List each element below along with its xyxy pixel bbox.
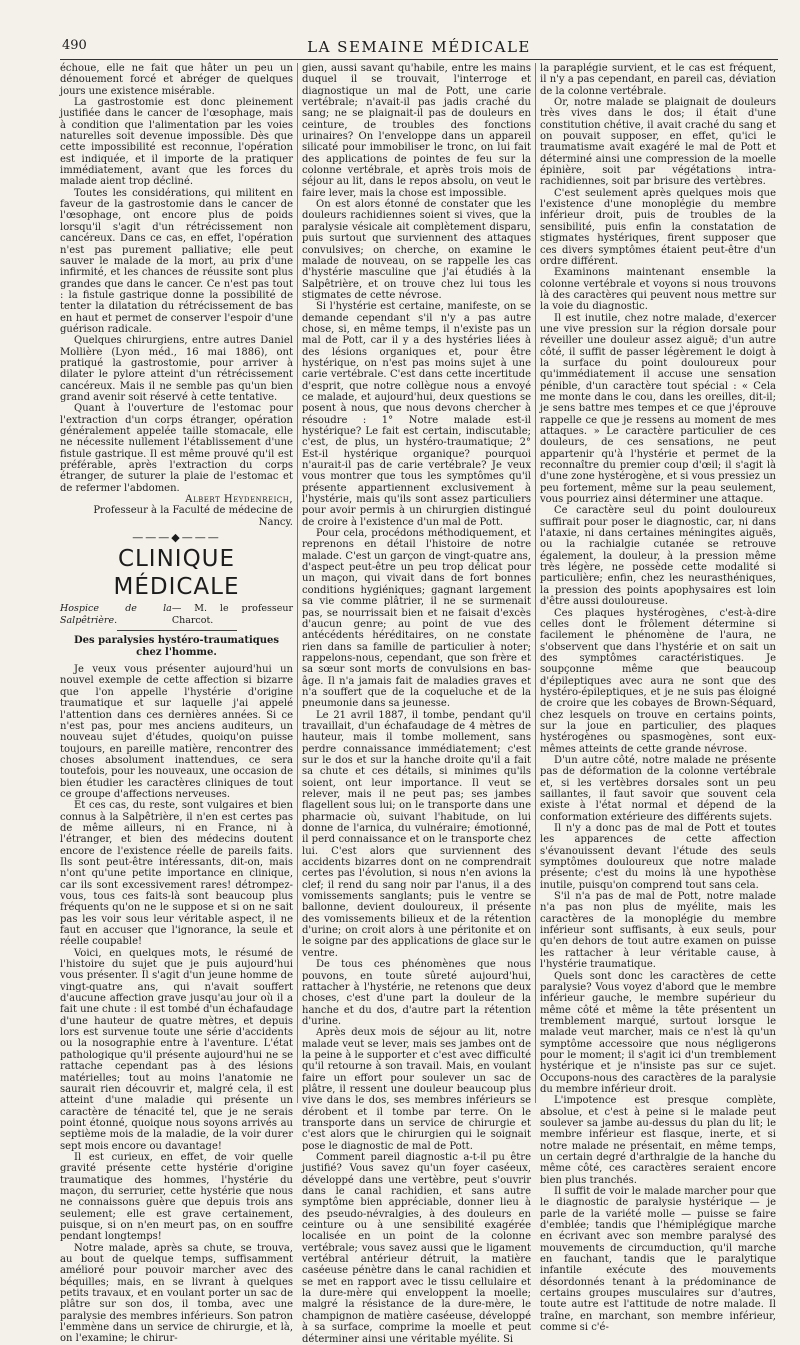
paragraph: Il suffit de voir le malade marcher pour que le diagnostic de paralysie hystérique — je parle de la variété molle — puisse se faire d'emblée; tandis que l'hémiplégique marche en écrivant avec son membre paralysé des mouvements de circumduction, qu'il marche en fauchant, tandis que le paralytique infantile exécute des mouvements désordonnés tenant à la prédominance de certains groupes musculaires sur d'autres, toute autre est l'attitude de notre malade. Il traîne, en marchant, son membre inférieur, comme si c'é- [540, 1186, 776, 1334]
page-number: 490 [62, 38, 87, 53]
header-rule [60, 59, 778, 60]
section-ornament: ———◆——— [132, 531, 221, 545]
column-divider [297, 63, 298, 1103]
paragraph: L'impotence est presque complète, absolue, et c'est à peine si le malade peut soulever sa jambe au-dessus du plan du lit; le membre inférieur est flasque, inerte, et si notre malade ne présentait, en même temps, un certain degré d'arthralgie de la hanche du même côté, ces caractères seraient encore bien plus tranchés. [540, 1095, 776, 1186]
running-title: LA SEMAINE MÉDICALE [307, 38, 531, 56]
section-subtitle [60, 603, 293, 626]
author-affiliation: Professeur à la Faculté de médecine de Nancy. [93, 505, 293, 528]
paragraph: Si l'hystérie est certaine, manifeste, on se demande cependant s'il n'y a pas autre chose, si, en même temps, il n'existe pas un mal de Pott, car il y a des hystéries liées à des lésions organiques et, pour être hystérique, on n'est pas moins sujet à une carie vertébrale. C'est dans cette incertitude d'esprit, que notre collègue nous a envoyé ce malade, et aujourd'hui, deux questions se posent à nous, que nous devons chercher à résoudre : 1° Notre malade est-il hystérique? Le fait est certain, indiscutable; c'est, de plus, un hystéro-traumatique; 2° Est-il hystérique organique? pourquoi n'aurait-il pas de carie vertébrale? Je veux vous montrer que tous les symptômes qu'il présente appartiennent exclusivement à l'hystérie, mais qu'ils sont assez particuliers pour avoir permis à un chirurgien distingué de croire à l'existence d'un mal de Pott. [302, 301, 531, 528]
paragraph: S'il n'a pas de mal de Pott, notre malade n'a pas non plus de myélite, mais les caractères de la monoplégie du membre inférieur sont suffisants, à eux seuls, pour qu'en dehors de tout autre examen on puisse les rattacher à leur véritable cause, à l'hystérie traumatique. [540, 891, 776, 971]
author-signature: Albert Heydenreich, [185, 494, 293, 506]
paragraph: Après deux mois de séjour au lit, notre malade veut se lever, mais ses jambes ont de la peine à le supporter et c'est avec difficulté qu'il retourne à son travail. Mais, en voulant faire un effort pour soulever un sac de plâtre, il ressent une douleur beaucoup plus vive dans le dos, ses membres inférieurs se dérobent et il tombe par terre. On le transporte dans un service de chirurgie et c'est alors que le chirurgien qui le soignait pose le diagnostic de mal de Pott. [302, 1027, 531, 1152]
paragraph: De tous ces phénomènes que nous pouvons, en toute sûreté aujourd'hui, rattacher à l'hystérie, ne retenons que deux choses, c'est d'une part la douleur de la hanche et du dos, d'autre part la rétention d'urine. [302, 959, 531, 1027]
paragraph: la paraplégie survient, et le cas est fréquent, il n'y a pas cependant, en pareil cas, déviation de la colonne vertébrale. [540, 63, 776, 97]
paragraph: Quelques chirurgiens, entre autres Daniel Mollière (Lyon méd., 16 mai 1886), ont pratiqué la gastrostomie, pour arriver à dilater le pylore atteint d'un rétrécissement cancéreux. Mais il ne semble pas qu'un bien grand avenir soit réservé à cette tentative. [60, 335, 293, 403]
paragraph: D'un autre côté, notre malade ne présente pas de déformation de la colonne vertébrale et, si les vertèbres dorsales sont un peu saillantes, il faut savoir que souvent cela existe à l'état normal et dépend de la conformation extérieure des différents sujets. [540, 754, 776, 823]
paragraph: Le 21 avril 1887, il tombe, pendant qu'il travaillait, d'un échafaudage de 4 mètres de hauteur, mais il tombe mollement, sans perdre connaissance immédiatement; c'est sur le dos et sur la hanche droite qu'il a fait sa chute et ces détails, si minimes qu'ils soient, ont leur importance. Il veut se relever, mais il ne peut pas; ses jambes flagellent sous lui; on le transporte dans une pharmacie où, suivant l'habitude, on lui donne de l'arnica, du vulnéraire; émotionné, il perd connaissance et on le transporte chez lui. C'est alors que surviennent des accidents bizarres dont on ne comprendrait certes pas l'évolution, si nous n'en avions la clef; il rend du sang noir par l'anus, il a des vomissements sanglants; puis le ventre se ballonne, devient douloureux, il présente des vomissements bilieux et de la rétention d'urine; on croit alors à une péritonite et on le soigne par des applications de glace sur le ventre. [302, 709, 531, 959]
speaker: — M. le professeur Charcot. [171, 603, 293, 626]
paragraph: Il est curieux, en effet, de voir quelle gravité présente cette hystérie d'origine traumatique des hommes, l'hystérie du maçon, du serrurier, cette hystérie que nous ne connaissons guère que depuis trois ans seulement; elle est grave certainement, puisque, si on n'en meurt pas, on en souffre pendant longtemps! [60, 1151, 293, 1243]
paragraph: Toutes les considérations, qui militent en faveur de la gastrostomie dans le cancer de l'œsophage, ont encore plus de poids lorsqu'il s'agit d'un rétrécissement non cancéreux. Dans ce cas, en effet, l'opération n'est pas purement palliative; elle peut sauver le malade de la mort, au prix d'une infirmité, et les chances de réussite sont plus grandes que dans le cancer. Ce n'est pas tout : la fistule gastrique donne la possibilité de tenter la dilatation du rétrécissement de bas en haut et permet de conserver l'espoir d'une guérison radicale. [60, 187, 293, 335]
paragraph: On est alors étonné de constater que les douleurs rachidiennes soient si vives, que la paralysie vésicale ait complètement disparu, puis surtout que surviennent des attaques convulsives; on cherche, on examine le malade de nouveau, on se rappelle les cas d'hystérie masculine que j'ai étudiés à la Salpêtrière, et on trouve chez lui tous les stigmates de cette névrose. [302, 199, 531, 301]
page-header [62, 38, 776, 58]
paragraph: Il est inutile, chez notre malade, d'exercer une vive pression sur la région dorsale pour réveiller une douleur assez aiguë; d'un autre côté, il suffit de passer légèrement le doigt à la surface du point douloureux pour qu'immédiatement il accuse une sensation pénible, d'un caractère tout spécial : « Cela me monte dans le cou, dans les oreilles, dit-il; je sens battre mes tempes et ce que j'éprouve rappelle ce que je ressens au moment de mes attaques. » Le caractère particulier de ces douleurs, de ces sensations, ne peut appartenir qu'à l'hystérie et permet de la reconnaître du premier coup d'œil; il s'agit là d'une zone hystérogène, et si vous pressiez un peu fortement, même sur la peau seulement, vous pourriez ainsi déterminer une attaque. [540, 312, 776, 506]
section-title: CLINIQUE MÉDICALE [113, 546, 240, 601]
column-divider [535, 63, 536, 1103]
paragraph: Pour cela, procédons méthodiquement, et reprenons en détail l'histoire de notre malade. C'est un garçon de vingt-quatre ans, d'aspect peut-être un peu trop délicat pour un maçon, qui vivait dans de fort bonnes conditions hygiéniques; gagnant largement sa vie comme plâtrier, il ne se surmenait pas, se nourrissait bien et ne faisait d'excès d'aucun genre; au point de vue des antécédents héréditaires, on ne constate rien dans sa famille de particulier à noter; rappelons-nous, cependant, que son frère et sa sœur sont morts de convulsions en bas-âge. Il n'a jamais fait de maladies graves et n'a souffert que de la coqueluche et de la pneumonie dans sa jeunesse. [302, 528, 531, 710]
paragraph: Quels sont donc les caractères de cette paralysie? Vous voyez d'abord que le membre inférieur gauche, le membre supérieur du même côté et même la tête présentent un tremblement marqué, surtout lorsque le malade veut marcher, mais ce n'est là qu'un symptôme accessoire que nous négligerons pour le moment; il s'agit ici d'un tremblement hystérique et je n'insiste pas sur ce sujet. Occupons-nous des caractères de la paralysie du membre inférieur droit. [540, 970, 776, 1095]
paragraph: Examinons maintenant ensemble la colonne vertébrale et voyons si nous trouvons là des caractères qui peuvent nous mettre sur la voie du diagnostic. [540, 267, 776, 313]
article-title: Des paralysies hystéro-traumatiques chez l'homme. [73, 635, 280, 658]
column-1 [60, 63, 293, 1345]
paragraph: C'est seulement après quelques mois que l'existence d'une monoplégie du membre inférieur droit, puis de troubles de la sensibilité, puis enfin la constatation de stigmates hystériques, firent supposer que ces divers symptômes étaient peut-être d'un ordre différent. [540, 187, 776, 267]
paragraph: Notre malade, après sa chute, se trouva, au bout de quelque temps, suffisamment amélioré pour pouvoir marcher avec des béquilles; mais, en se livrant à quelques petits travaux, et en voulant porter un sac de plâtre sur son dos, il tomba, avec une paralysie des membres inférieurs. Son patron l'emmène dans un service de chirurgie, et là, on l'examine; le chirur- [60, 1242, 293, 1345]
short-rule [117, 630, 237, 631]
paragraph: Ces plaques hystérogènes, c'est-à-dire celles dont le frôlement détermine si facilement le phénomène de l'aura, ne s'observent que dans l'hystérie et on sait un des symptômes caractéristiques. Je soupçonne même que beaucoup d'épileptiques avec aura ne sont que des hystéro-épileptiques, et je ne suis pas éloigné de croire que les cobayes de Brown-Séquard, chez lesquels on trouve en certains points, sur la joue en particulier, des plaques hystérogènes ou spasmogènes, sont eux-mêmes atteints de cette grande névrose. [540, 607, 776, 755]
paragraph: Il n'y a donc pas de mal de Pott et toutes les apparences de cette affection s'évanouissent devant l'étude des seuls symptômes douloureux que notre malade présente; c'est du moins là une hypothèse inutile, puisqu'on comprend tout sans cela. [540, 823, 776, 891]
paragraph: Voici, en quelques mots, le résumé de l'histoire du sujet que je puis aujourd'hui vous présenter. Il s'agit d'un jeune homme de vingt-quatre ans, qui n'avait souffert d'aucune affection grave jusqu'au jour où il a fait une chute : il est tombé d'un échafaudage d'une hauteur de quatre mètres, et depuis lors est survenue toute une série d'accidents ou la nosographie entre à l'aventure. L'état pathologique qu'il présente aujourd'hui ne se rattache cependant pas à des lésions matérielles; tout au moins l'anatomie ne saurait rien découvrir et, malgré cela, il est atteint d'une maladie qui présente un caractère de ténacité tel, que je ne serais point étonné, quoique nous soyons arrivés au septième mois de la maladie, de la voir durer sept mois encore ou davantage! [60, 947, 293, 1152]
paragraph: Quant à l'ouverture de l'estomac pour l'extraction d'un corps étranger, opération généralement appelée taille stomacale, elle ne nécessite nullement l'établissement d'une fistule gastrique. Il est même prouvé qu'il est préférable, après l'extraction du corps étranger, de suturer la plaie de l'estomac et de refermer l'abdomen. [60, 403, 293, 494]
paragraph: Et ces cas, du reste, sont vulgaires et bien connus à la Salpêtrière, il n'en est certes pas de même ailleurs, ni en France, ni à l'étranger, et bien des médecins doutent encore de l'existence réelle de pareils faits. Ils sont peut-être intéressants, dit-on, mais n'ont qu'une petite importance en clinique, car ils sont excessivement rares! détrompez-vous, tous ces faits-là sont beaucoup plus fréquents qu'on ne le suppose et si on ne sait pas les voir sous leur véritable aspect, il ne faut en accuser que l'ignorance, la seule et réelle coupable! [60, 800, 293, 948]
column-2 [302, 63, 531, 1345]
paragraph: Ce caractère seul du point douloureux suffirait pour poser le diagnostic, car, ni dans l'ataxie, ni dans certaines méningites aiguës, ou la rachialgie cutanée se retrouve également, la douleur, à la pression même très légère, ne possède cette modalité si particulière; enfin, chez les neurasthéniques, la pression des points apophysaires est loin d'être aussi douloureuse. [540, 505, 776, 608]
venue: Hospice de la Salpêtrière. [60, 603, 172, 626]
paragraph: Comment pareil diagnostic a-t-il pu être justifié? Vous savez qu'un foyer caséeux, développé dans une vertèbre, peut s'ouvrir dans le canal rachidien, et sans autre symptôme bien appréciable, donner lieu à des pseudo-névralgies, à des douleurs en ceinture ou à une sensibilité exagérée localisée en un point de la colonne vertébrale; vous savez aussi que le ligament vertébral antérieur détruit, la matière caséeuse pénètre dans le canal rachidien et se met en rapport avec le tissu cellulaire et la dure-mère qui enveloppent la moelle; malgré la résistance de la dure-mère, le champignon de matière caséeuse, développé à sa surface, comprime la moelle et peut déterminer ainsi une véritable myélite. Si [302, 1152, 531, 1345]
paragraph: Je veux vous présenter aujourd'hui un nouvel exemple de cette affection si bizarre que l'on appelle l'hystérie d'origine traumatique et sur laquelle j'ai appelé l'attention dans ces dernières années. Si ce n'est pas, pour mes anciens auditeurs, un nouveau sujet d'études, quoiqu'on puisse toujours, en pareille matière, rencontrer des choses absolument inattendues, ce sera toutefois, pour les nouveaux, une occasion de bien étudier les caractères cliniques de tout ce groupe d'affections nerveuses. [60, 664, 293, 800]
paragraph: échoue, elle ne fait que hâter un peu un dénouement forcé et abréger de quelques jours une existence misérable. [60, 63, 293, 97]
paragraph: La gastrostomie est donc pleinement justifiée dans le cancer de l'œsophage, mais à condition que l'alimentation par les voies naturelles soit devenue impossible. Dès que cette impossibilité est reconnue, l'opération est indiquée, et il importe de la pratiquer immédiatement, avant que les forces du malade aient trop décliné. [60, 97, 293, 188]
column-3 [540, 63, 776, 1334]
paragraph: gien, aussi savant qu'habile, entre les mains duquel il se trouvait, l'interroge et diagnostique un mal de Pott, une carie vertébrale; n'avait-il pas jadis craché du sang; ne se plaignait-il pas de douleurs en ceinture, de troubles des fonctions urinaires? On l'enveloppe dans un appareil silicaté pour immobiliser le tronc, on lui fait des applications de pointes de feu sur la colonne vertébrale, et après trois mois de séjour au lit, dans le repos absolu, on veut le faire lever, mais la chose est impossible. [302, 63, 531, 199]
paragraph: Or, notre malade se plaignait de douleurs très vives dans le dos; il était d'une constitution chétive, il avait craché du sang et on pouvait supposer, en effet, qu'ici le traumatisme avait exagéré le mal de Pott et déterminé ainsi une compression de la moelle épinière, soit par végétations intra-rachidiennes, soit par brisure des vertèbres. [540, 97, 776, 188]
